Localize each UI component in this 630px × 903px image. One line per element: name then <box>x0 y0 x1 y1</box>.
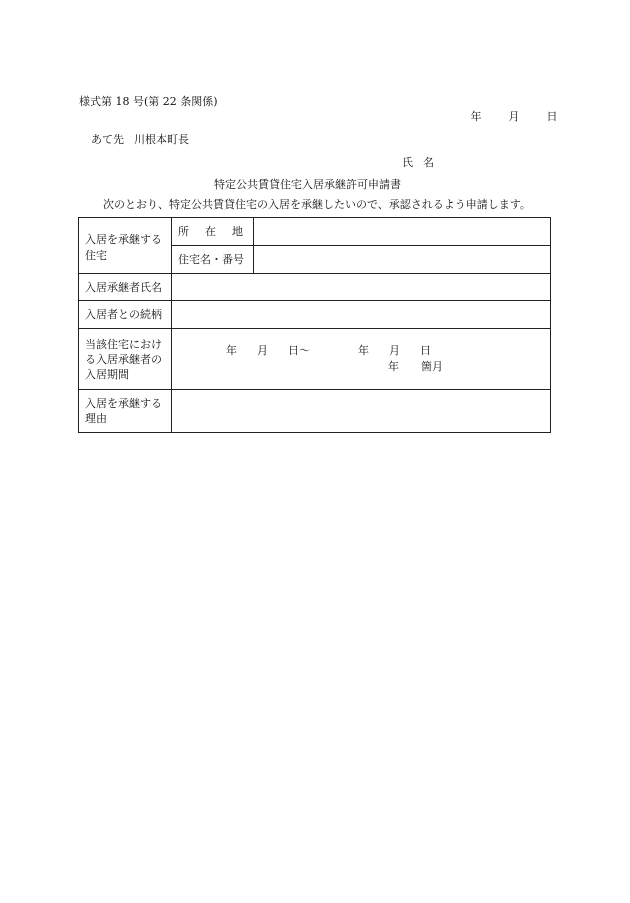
relationship-label: 入居者との続柄 <box>79 301 172 329</box>
period-field[interactable] <box>172 329 551 390</box>
table-row <box>79 301 551 329</box>
housing-name-label: 住宅名・番号 <box>172 246 254 274</box>
period-total-year: 年 <box>388 360 399 373</box>
location-label-char: 所 <box>178 225 189 238</box>
date-year-label: 年 <box>470 110 482 123</box>
period-label: 当該住宅における入居承継者の入居期間 <box>79 329 172 390</box>
period-from-month: 月 <box>257 344 268 357</box>
date-day-label: 日 <box>546 110 558 123</box>
successor-name-label: 入居承継者氏名 <box>79 274 172 301</box>
table-row <box>79 329 551 390</box>
addressee-name: 川根本町長 <box>134 133 189 146</box>
period-total-month: 箇月 <box>421 360 443 373</box>
form-number: 様式第 18 号(第 22 条関係) <box>79 95 218 108</box>
reason-label: 入居を承継する理由 <box>79 390 172 433</box>
addressee <box>91 133 189 147</box>
period-to-year: 年 <box>358 344 369 357</box>
location-label <box>172 218 254 246</box>
period-range <box>226 343 431 358</box>
table-row <box>79 390 551 433</box>
housing-label: 入居を承継する住宅 <box>79 218 172 274</box>
period-to-month: 月 <box>389 344 400 357</box>
document-title: 特定公共賃貸住宅入居承継許可申請書 <box>214 178 401 191</box>
application-table <box>78 217 551 433</box>
period-total <box>388 359 443 374</box>
successor-name-field[interactable] <box>172 274 551 301</box>
housing-name-field[interactable] <box>254 246 551 274</box>
table-row <box>79 218 551 246</box>
name-label-char-1: 氏 <box>402 156 413 169</box>
relationship-field[interactable] <box>172 301 551 329</box>
intro-text: 次のとおり、特定公共賃貸住宅の入居を承継したいので、承認されるよう申請します。 <box>103 198 531 211</box>
applicant-name-label <box>402 156 434 170</box>
table-row <box>79 274 551 301</box>
period-from-day: 日～ <box>288 344 310 357</box>
name-label-char-2: 名 <box>423 156 434 169</box>
location-label-char: 在 <box>205 225 216 238</box>
period-from-year: 年 <box>226 344 237 357</box>
application-date <box>447 110 558 124</box>
location-field[interactable] <box>254 218 551 246</box>
period-to-day: 日 <box>420 344 431 357</box>
location-label-char: 地 <box>232 225 243 238</box>
reason-field[interactable] <box>172 390 551 433</box>
addressee-prefix: あて先 <box>91 133 124 146</box>
date-month-label: 月 <box>508 110 520 123</box>
